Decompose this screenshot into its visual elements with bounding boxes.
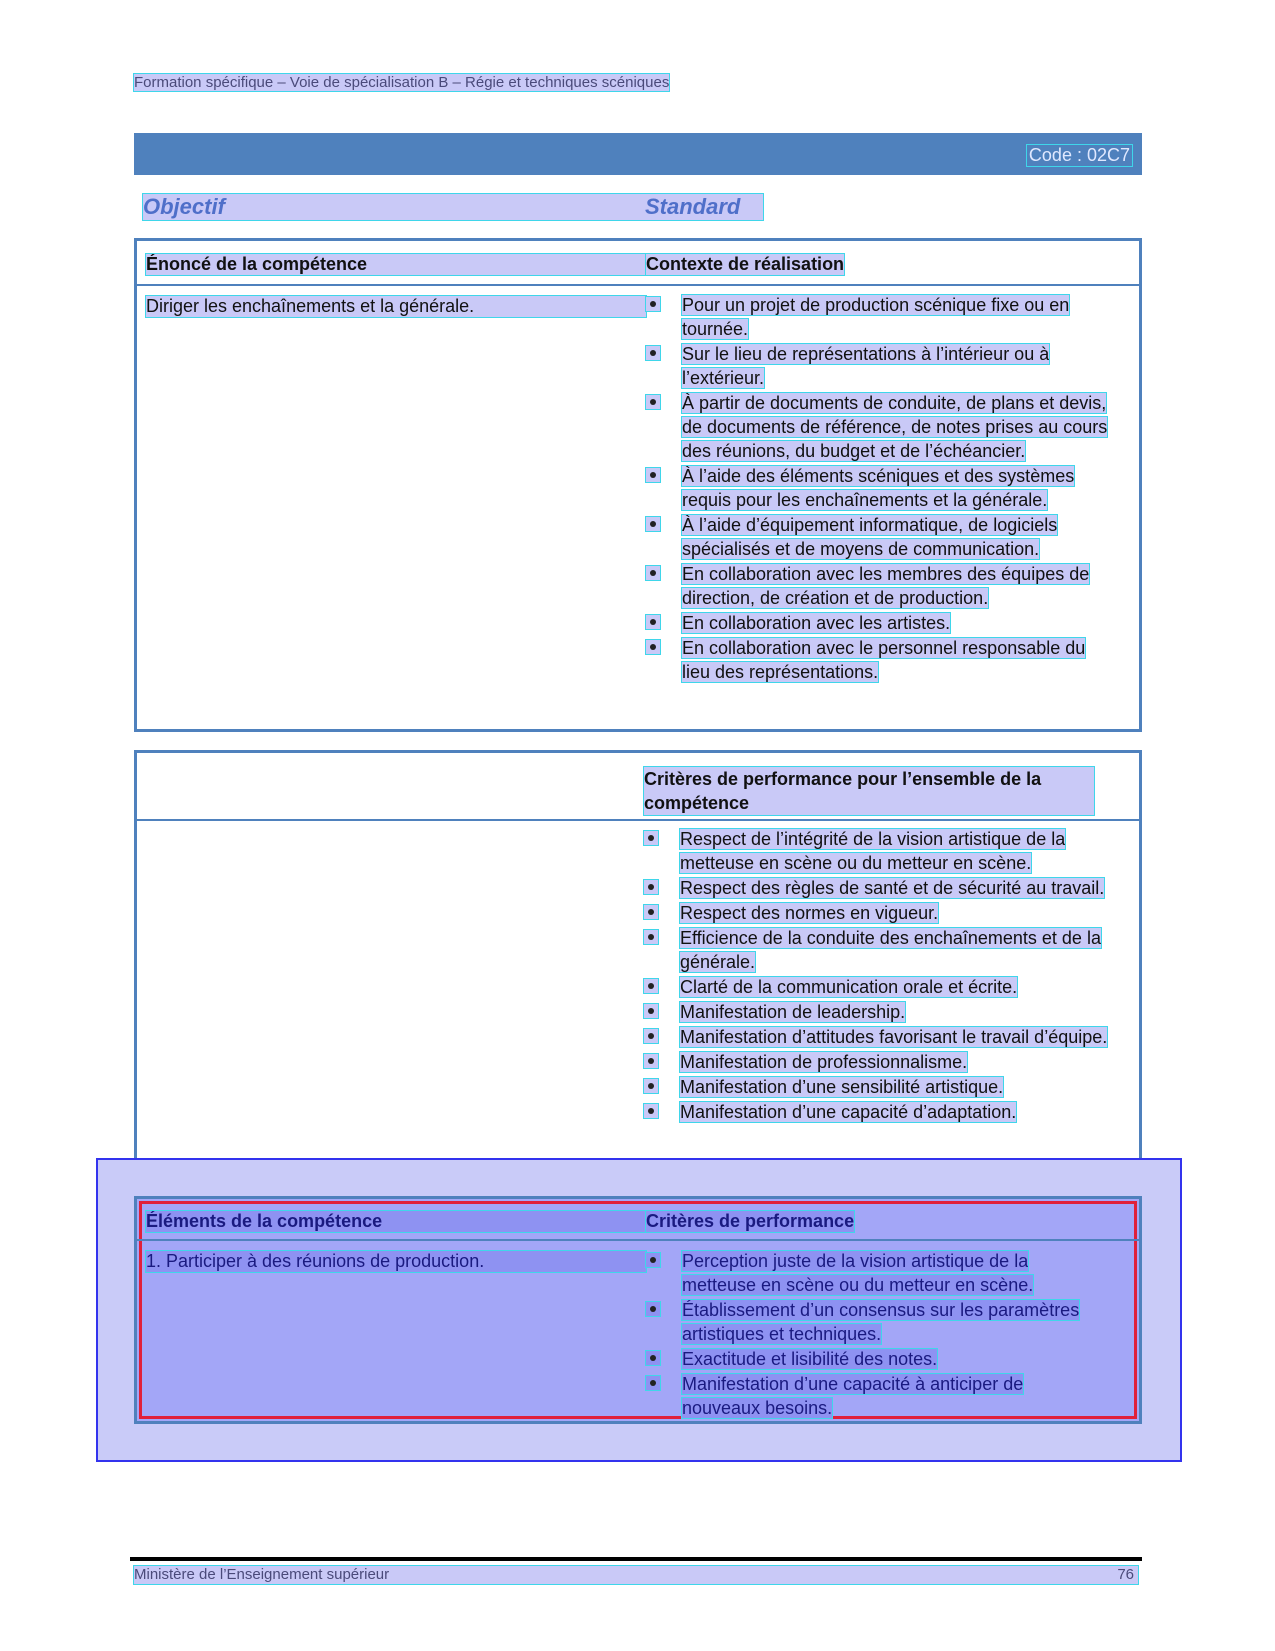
list-item: Manifestation d’une capacité à anticiper de nouveaux besoins. [646, 1372, 1096, 1420]
table-divider [137, 284, 1139, 286]
list-item: En collaboration avec les membres des équipes de direction, de création et de production. [646, 562, 1116, 610]
footer-rule [130, 1557, 1142, 1561]
list-item: Efficience de la conduite des enchaînements et de la générale. [644, 926, 1124, 974]
table-divider [137, 1239, 1139, 1241]
list-item: Clarté de la communication orale et écrite. [644, 975, 1124, 999]
list-item: Pour un projet de production scénique fixe ou en tournée. [646, 293, 1116, 341]
list-item: Perception juste de la vision artistique de la metteuse en scène ou du metteur en scène. [646, 1249, 1096, 1297]
bullet-icon [644, 1029, 658, 1043]
list-item: Manifestation d’une capacité d’adaptation. [644, 1100, 1124, 1124]
bullet-icon [644, 880, 658, 894]
global-criteria-list [644, 827, 1124, 1125]
list-item: Manifestation d’attitudes favorisant le travail d’équipe. [644, 1025, 1124, 1049]
context-list [646, 293, 1116, 685]
objectif-label: Objectif [143, 194, 225, 219]
bullet-icon [646, 395, 660, 409]
bullet-icon [646, 468, 660, 482]
list-item: À partir de documents de conduite, de plans et devis, de documents de référence, de notes prises au cours des réunions, du budget et de l’échéancier. [646, 391, 1116, 463]
list-item: Manifestation d’une sensibilité artistique. [644, 1075, 1124, 1099]
bullet-icon [644, 979, 658, 993]
list-item: En collaboration avec les artistes. [646, 611, 1116, 635]
bullet-icon [646, 1376, 660, 1390]
competency-statement-table [134, 238, 1142, 732]
bullet-icon [646, 1351, 660, 1365]
list-item: Manifestation de leadership. [644, 1000, 1124, 1024]
list-item: Manifestation de professionnalisme. [644, 1050, 1124, 1074]
bullet-icon [646, 517, 660, 531]
running-header: Formation spécifique – Voie de spécialisation B – Régie et techniques scéniques [134, 74, 670, 91]
bullet-icon [646, 1253, 660, 1267]
bullet-icon [646, 297, 660, 311]
bullet-icon [646, 615, 660, 629]
list-item: Respect des normes en vigueur. [644, 901, 1124, 925]
statement-column-header: Énoncé de la compétence [146, 254, 646, 275]
code-band [134, 133, 1142, 175]
list-item: À l’aide des éléments scéniques et des systèmes requis pour les enchaînements et la générale. [646, 464, 1116, 512]
bullet-icon [644, 930, 658, 944]
elements-table[interactable] [134, 1196, 1142, 1424]
competency-element: 1. Participer à des réunions de production. [146, 1251, 646, 1272]
list-item: Établissement d’un consensus sur les paramètres artistiques et techniques. [646, 1298, 1096, 1346]
standard-label: Standard [645, 194, 741, 219]
criteria-column-header: Critères de performance [646, 1211, 855, 1231]
bullet-icon [646, 566, 660, 580]
bullet-icon [646, 346, 660, 360]
list-item: Respect de l’intégrité de la vision artistique de la metteuse en scène ou du metteur en scène. [644, 827, 1124, 875]
page-number: 76 [1117, 1566, 1134, 1583]
bullet-icon [644, 1104, 658, 1118]
bullet-icon [644, 1004, 658, 1018]
list-item: Exactitude et lisibilité des notes. [646, 1347, 1096, 1371]
bullet-icon [644, 1079, 658, 1093]
competency-code: Code : 02C7 [1028, 145, 1130, 165]
element-criteria-list [646, 1249, 1096, 1421]
bullet-icon [646, 1302, 660, 1316]
list-item: Sur le lieu de représentations à l’intérieur ou à l’extérieur. [646, 342, 1116, 390]
list-item: Respect des règles de santé et de sécurité au travail. [644, 876, 1124, 900]
bullet-icon [644, 905, 658, 919]
bullet-icon [644, 831, 658, 845]
global-criteria-table [134, 750, 1142, 1178]
global-criteria-header: Critères de performance pour l’ensemble de la compétence [644, 767, 1094, 815]
footer-bar [134, 1566, 1138, 1584]
footer-ministry: Ministère de l’Enseignement supérieur [134, 1566, 390, 1583]
bullet-icon [646, 640, 660, 654]
elements-column-header: Éléments de la compétence [146, 1211, 646, 1232]
list-item: En collaboration avec le personnel responsable du lieu des représentations. [646, 636, 1116, 684]
table-divider [137, 819, 1139, 821]
competency-statement: Diriger les enchaînements et la générale. [146, 296, 646, 317]
list-item: À l’aide d’équipement informatique, de logiciels spécialisés et de moyens de communication. [646, 513, 1116, 561]
objectif-heading [143, 194, 763, 220]
context-column-header: Contexte de réalisation [646, 254, 845, 274]
bullet-icon [644, 1054, 658, 1068]
